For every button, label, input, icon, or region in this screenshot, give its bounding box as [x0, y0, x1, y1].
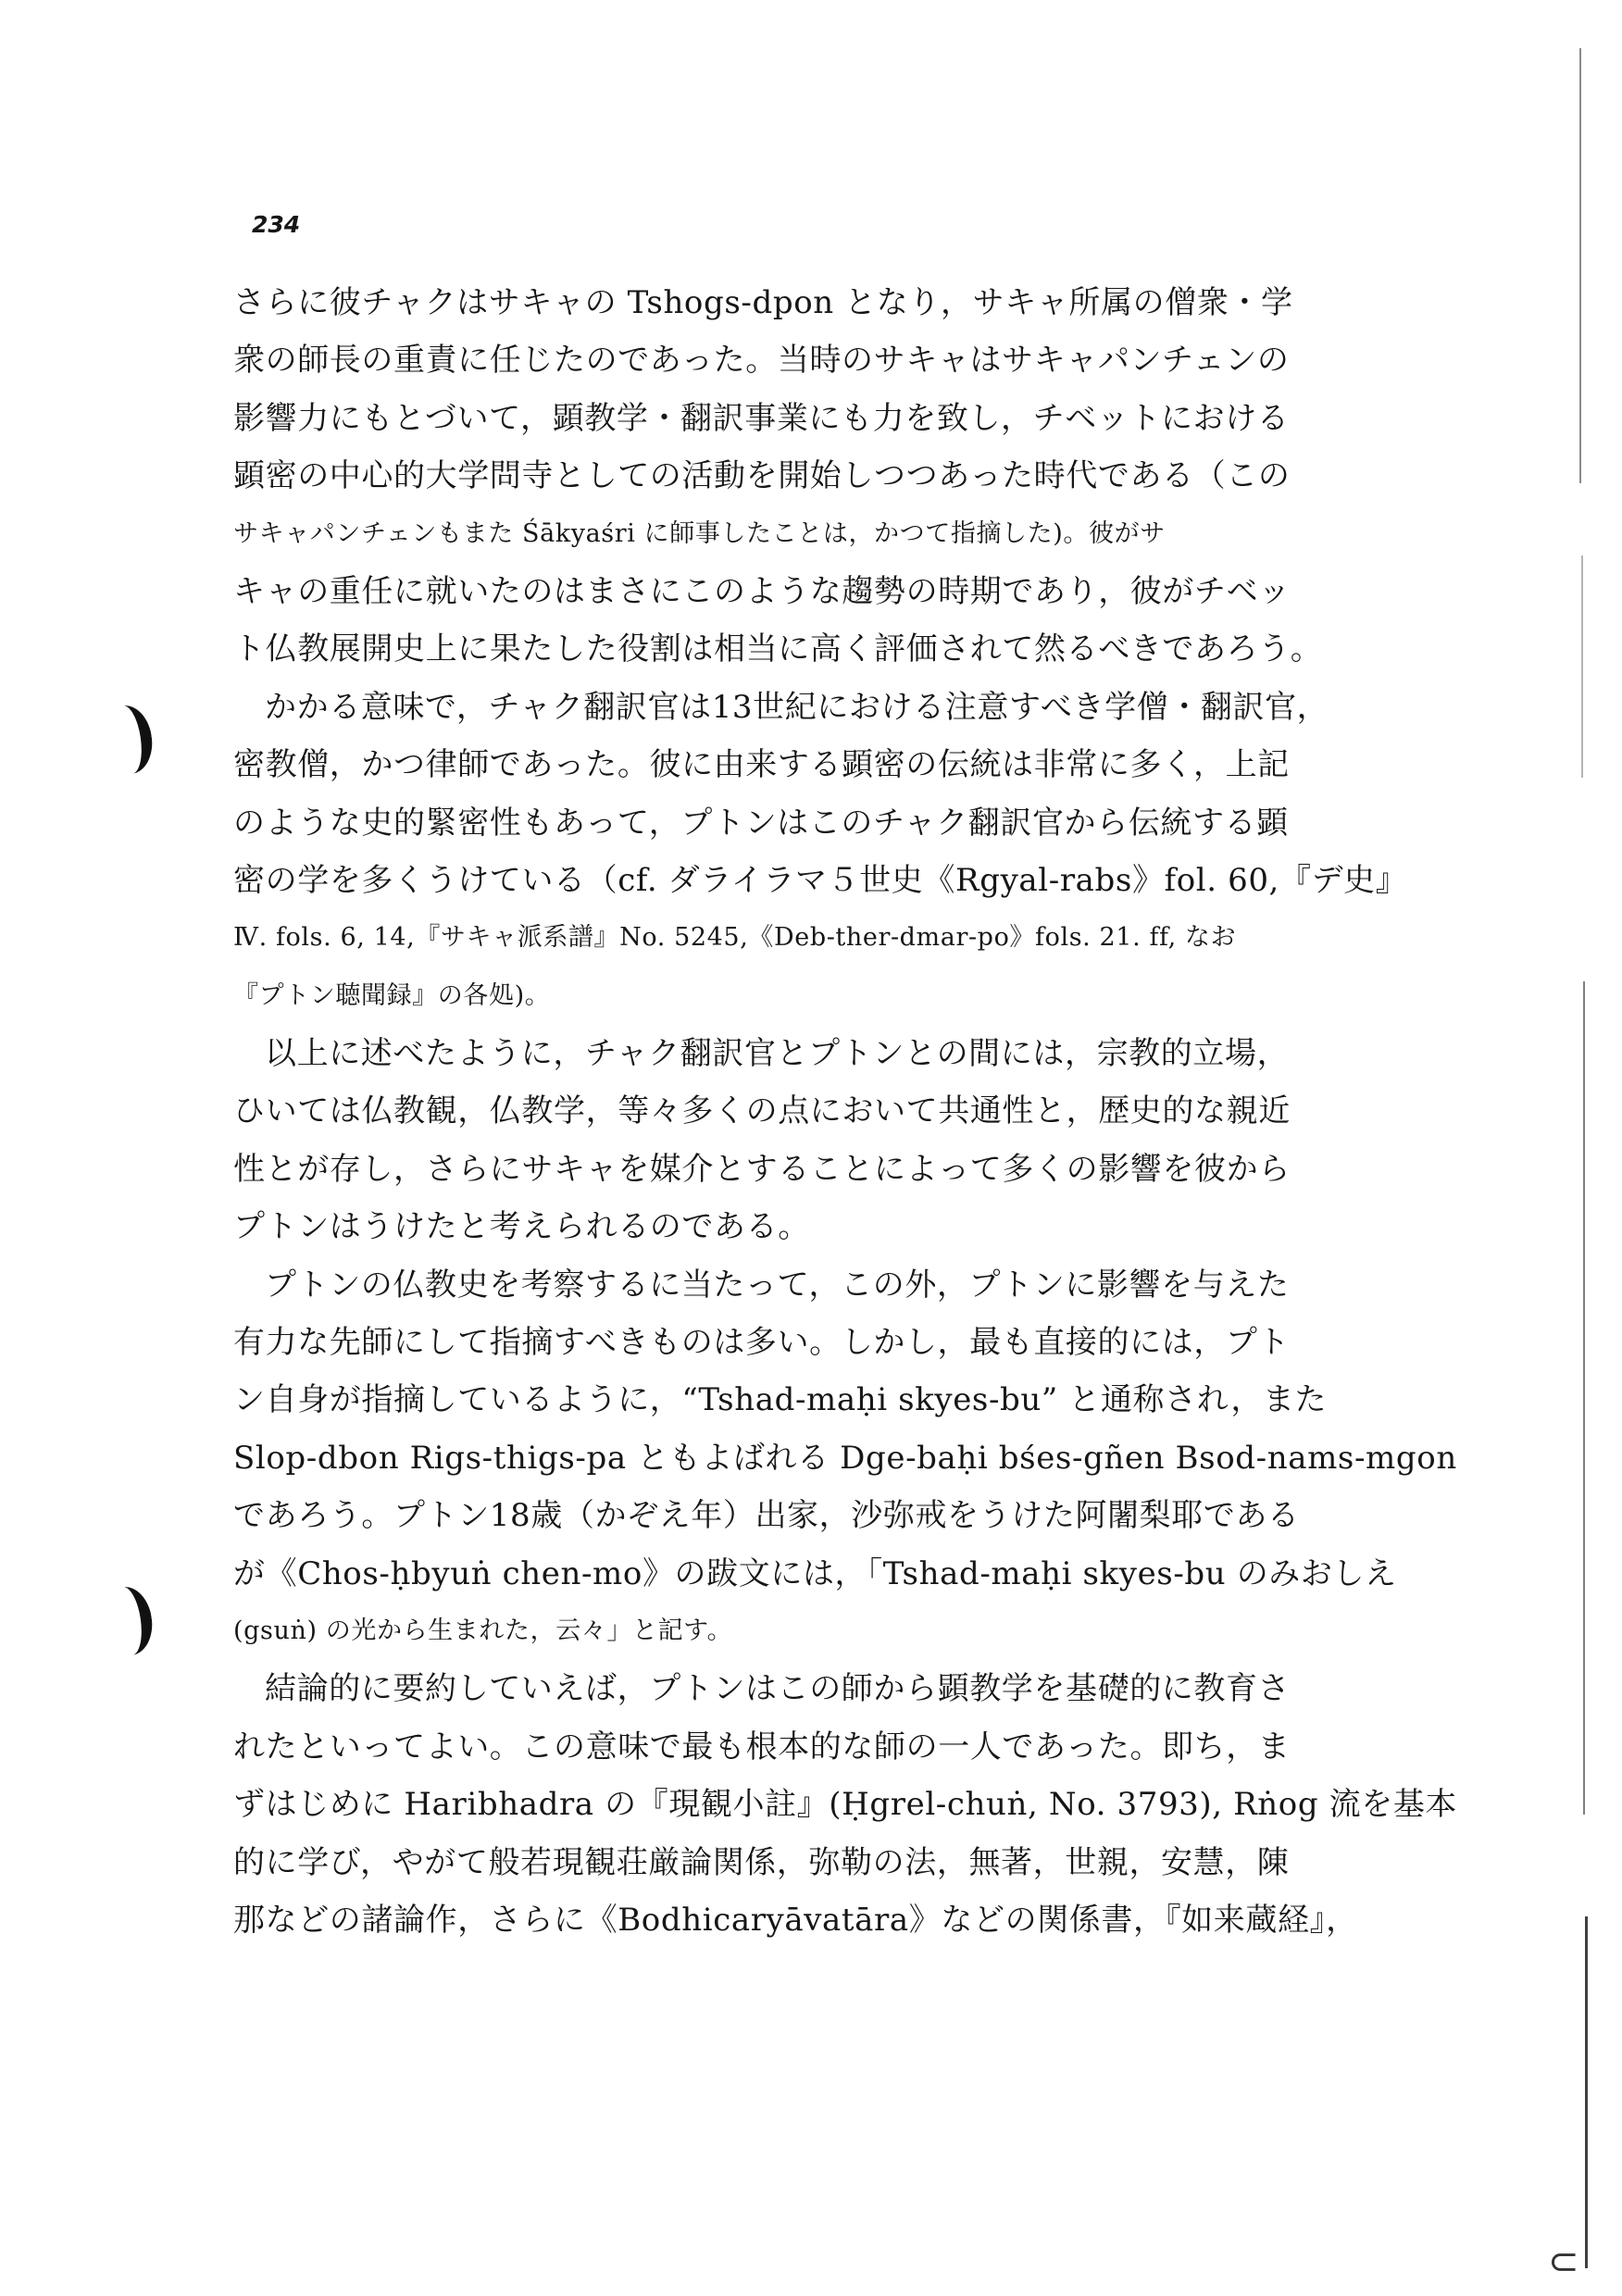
- text-line: かかる意味で，チャク翻訳官は13世紀における注意すべき学僧・翻訳官，: [265, 688, 1329, 726]
- text-line: キャの重任に就いたのはまさにこのような趨勢の時期であり，彼がチベッ: [233, 572, 1291, 610]
- binding-shadow: [99, 703, 156, 778]
- text-line: 結論的に要約していえば，プトンはこの師から顕教学を基礎的に教育さ: [265, 1670, 1291, 1708]
- text-line: 密の学を多くうけている（cf. ダライラマ５世史《Rgyal-rabs》fol. 60,『デ史』: [233, 861, 1408, 899]
- text-line: サキャパンチェンもまた Śākyaśri に師事したことは，かつて指摘した)。彼がサ: [233, 518, 1166, 548]
- text-line: プトンはうけたと考えられるのである。: [233, 1208, 810, 1246]
- text-line: ずはじめに Haribhadra の『現観小註』(Ḥgrel-chuṅ, No. 3793), Rṅog 流を基本: [233, 1786, 1458, 1824]
- text-line: ン自身が指摘しているように，“Tshad-maḥi skyes-bu” と通称され，また: [233, 1381, 1328, 1419]
- text-line: Ⅳ. fols. 6, 14,『サキャ派系譜』No. 5245,《Deb-ther-dmar-po》fols. 21. ff, なお: [233, 923, 1237, 953]
- text-line: のような史的緊密性もあって，プトンはこのチャク翻訳官から伝統する顕: [233, 804, 1289, 842]
- text-line: 密教僧，かつ律師であった。彼に由来する顕密の伝統は非常に多く，上記: [233, 746, 1290, 784]
- text-line: 有力な先師にして指摘すべきものは多い。しかし，最も直接的には，プト: [233, 1324, 1291, 1362]
- text-line: 影響力にもとづいて，顕教学・翻訳事業にも力を致し，チベットにおける: [233, 399, 1290, 437]
- scan-edge-line: [1581, 555, 1583, 778]
- text-line: ひいては仏教観，仏教学，等々多くの点において共通性と，歴史的な親近: [233, 1092, 1291, 1130]
- text-line: であろう。プトン18歳（かぞえ年）出家，沙弥戒をうけた阿闍梨耶である: [233, 1497, 1300, 1535]
- text-line: 性とが存し，さらにサキャを媒介とすることによって多くの影響を彼から: [233, 1150, 1291, 1188]
- text-line: Slop-dbon Rigs-thigs-pa ともよばれる Dge-baḥi bśes-gñen Bsod-nams-mgon: [233, 1439, 1457, 1477]
- scan-edge-line: [1579, 48, 1581, 483]
- text-line: (gsuṅ) の光から生まれた，云々」と記す。: [233, 1616, 733, 1645]
- scan-edge-line: [1585, 1916, 1588, 2268]
- text-line: さらに彼チャクはサキャの Tshogs-dpon となり，サキャ所属の僧衆・学: [233, 284, 1293, 321]
- text-line: 那などの諸論作，さらに《Bodhicaryāvatāra》などの関係書，『如来蔵経』，: [233, 1901, 1358, 1939]
- body-text: [233, 274, 1458, 1949]
- scan-corner-mark: ⊂: [1548, 2240, 1579, 2283]
- text-line: 衆の師長の重責に任じたのであった。当時のサキャはサキャパンチェンの: [233, 342, 1290, 380]
- text-line: 顕密の中心的大学問寺としての活動を開始しつつあった時代である（この: [233, 457, 1291, 495]
- text-line: れたといってよい。この意味で最も根本的な師の一人であった。即ち，ま: [233, 1728, 1291, 1766]
- text-line: プトンの仏教史を考察するに当たって，この外，プトンに影響を与えた: [265, 1266, 1290, 1304]
- scan-edge-line: [1583, 981, 1585, 1815]
- binding-shadow: [99, 1584, 156, 1659]
- page-number: 234: [252, 211, 301, 238]
- text-line: ト仏教展開史上に果たした役割は相当に高く評価されて然るべきであろう。: [233, 630, 1323, 668]
- text-line: が《Chos-ḥbyuṅ chen-mo》の跋文には，「Tshad-maḥi skyes-bu のみおしえ: [233, 1554, 1397, 1592]
- text-line: 『プトン聴聞録』の各処)。: [233, 980, 551, 1010]
- text-line: 以上に述べたように，チャク翻訳官とプトンとの間には，宗教的立場，: [265, 1035, 1290, 1073]
- text-line: 的に学び，やがて般若現観荘厳論関係，弥勒の法，無著，世親，安慧，陳: [233, 1843, 1290, 1881]
